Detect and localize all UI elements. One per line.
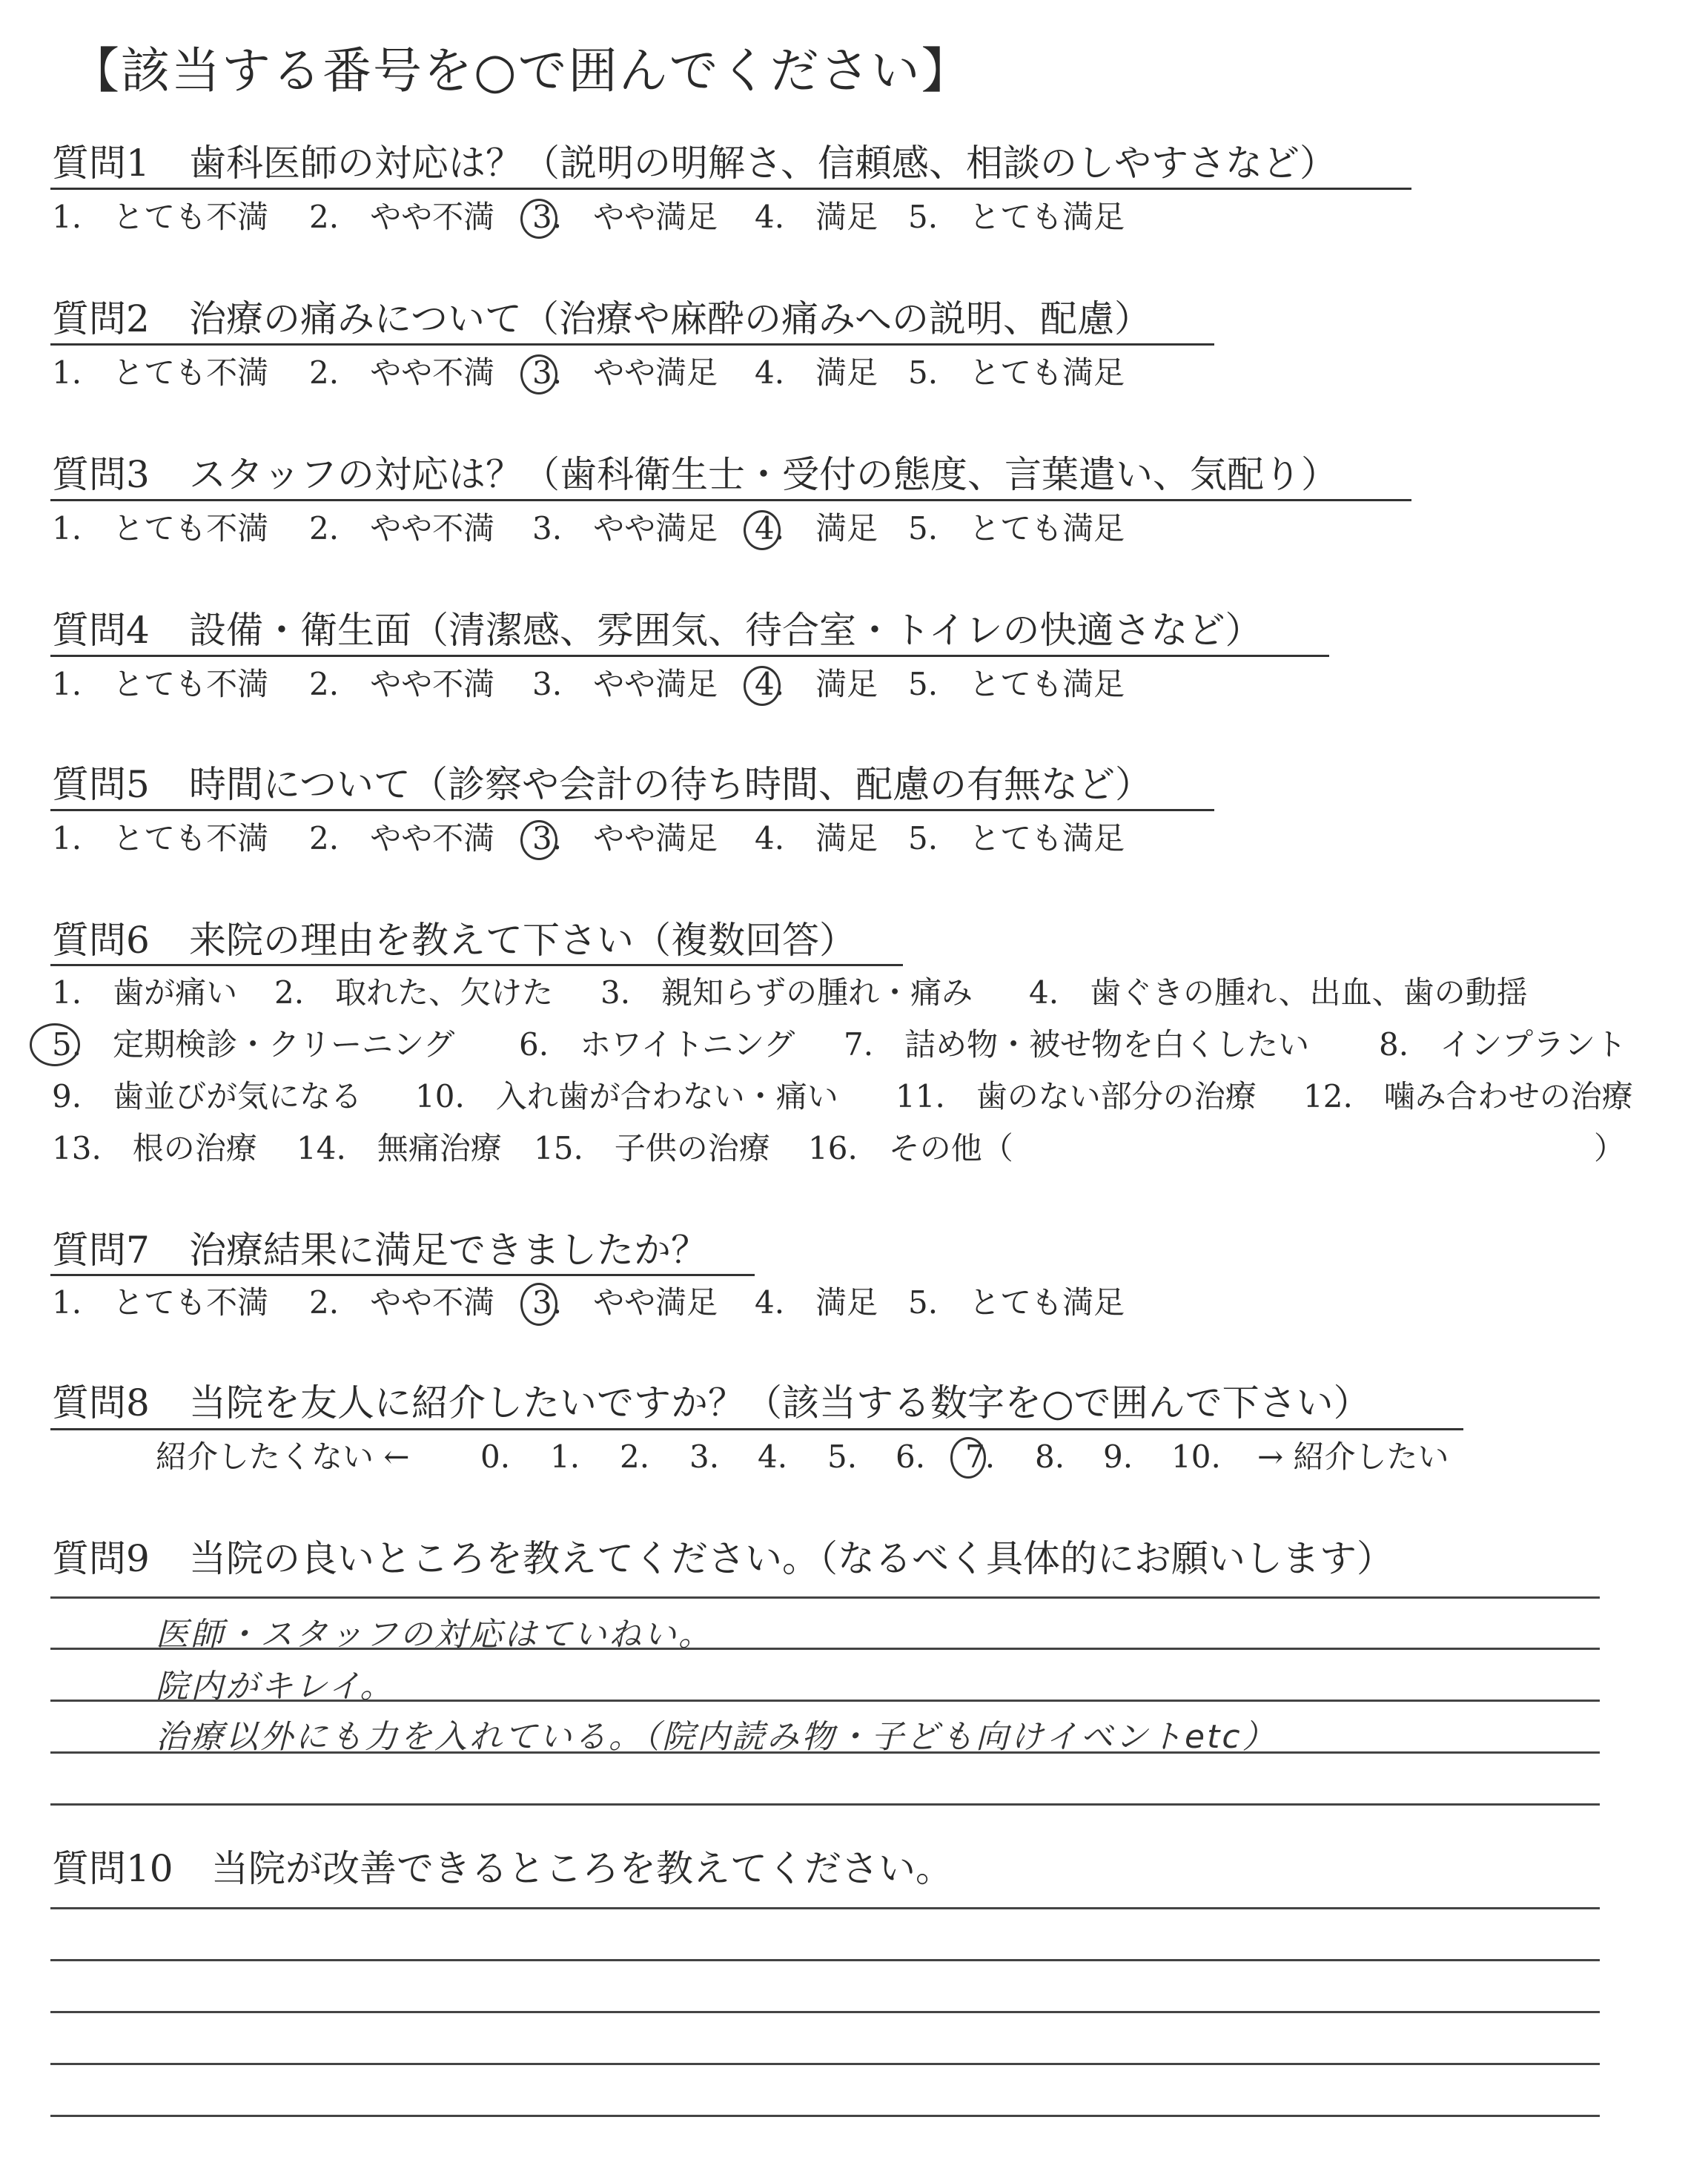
option-4[interactable]: 4. 満足	[755, 1284, 878, 1321]
scale-label-left: 紹介したくない ←	[156, 1439, 410, 1475]
selection-circle	[744, 666, 781, 706]
scale-option-9[interactable]: 9.	[1103, 1439, 1133, 1475]
option-4[interactable]: 4. 満足	[755, 354, 878, 391]
reason-option[interactable]: 8. インプラント	[1379, 1026, 1627, 1063]
option-5[interactable]: 5. とても満足	[908, 820, 1125, 856]
question-text: 当院の良いところを教えてください。（なるべく具体的にお願いします）	[189, 1537, 1394, 1580]
option-2[interactable]: 2. やや不満	[309, 510, 495, 546]
reason-option[interactable]: 13. 根の治療	[52, 1130, 257, 1166]
handwritten-answer: 医師・スタッフの対応はていねい。	[156, 1616, 713, 1654]
question-number: 質問3	[52, 453, 150, 496]
question-4	[52, 608, 1262, 653]
question-number: 質問8	[52, 1381, 150, 1424]
scale-option-6[interactable]: 6.	[896, 1439, 926, 1475]
selection-circle	[520, 1283, 557, 1326]
reason-option[interactable]: 6. ホワイトニング	[519, 1026, 795, 1063]
answer-line	[50, 1803, 1600, 1806]
reason-option[interactable]: 11. 歯のない部分の治療	[896, 1078, 1257, 1114]
handwritten-answer: 治療以外にも力を入れている。（院内読み物・子ども向けイベントetc）	[156, 1718, 1277, 1756]
question-3	[52, 452, 1338, 497]
reason-option[interactable]: 9. 歯並びが気になる	[52, 1078, 363, 1114]
selection-circle	[30, 1023, 80, 1066]
question-underline	[50, 343, 1214, 346]
option-3[interactable]: 3. やや満足	[532, 354, 718, 391]
option-4[interactable]: 4. 満足	[755, 199, 878, 235]
scale-option-8[interactable]: 8.	[1035, 1439, 1065, 1475]
answer-line	[50, 1700, 1600, 1702]
question-9	[52, 1536, 1394, 1581]
question-number: 質問2	[52, 297, 150, 340]
question-underline	[50, 1274, 755, 1276]
selection-circle	[520, 820, 557, 860]
reason-option[interactable]: 12. 噛み合わせの治療	[1303, 1078, 1633, 1114]
selection-circle	[520, 354, 557, 394]
answer-line	[50, 2115, 1600, 2117]
question-text: 時間について（診察や会計の待ち時間、配慮の有無など）	[189, 763, 1152, 806]
question-number: 質問6	[52, 919, 150, 962]
option-3[interactable]: 3. やや満足	[532, 666, 718, 702]
selection-circle	[950, 1437, 986, 1479]
reason-option[interactable]: 5. 定期検診・クリーニング	[52, 1026, 455, 1063]
option-2[interactable]: 2. やや不満	[309, 666, 495, 702]
answer-line	[50, 2011, 1600, 2013]
question-text: 歯科医師の対応は？（説明の明解さ、信頼感、相談のしやすさなど）	[189, 142, 1337, 185]
option-3[interactable]: 3. やや満足	[532, 1284, 718, 1321]
question-5	[52, 762, 1152, 807]
question-underline	[50, 964, 903, 966]
option-5[interactable]: 5. とても満足	[908, 510, 1125, 546]
scale-option-10[interactable]: 10.	[1171, 1439, 1221, 1475]
other-close-paren: ）	[1594, 1130, 1626, 1166]
option-3[interactable]: 3. やや満足	[532, 199, 718, 235]
question-underline	[50, 499, 1411, 501]
question-10	[52, 1846, 953, 1891]
option-2[interactable]: 2. やや不満	[309, 1284, 495, 1321]
option-4[interactable]: 4. 満足	[755, 510, 878, 546]
reason-option[interactable]: 7. 詰め物・被せ物を白くしたい	[844, 1026, 1310, 1063]
scale-option-7[interactable]: 7.	[965, 1439, 996, 1475]
reason-option[interactable]: 15. 子供の治療	[534, 1130, 770, 1166]
question-underline	[50, 188, 1411, 190]
scale-option-0[interactable]: 0.	[480, 1439, 511, 1475]
option-5[interactable]: 5. とても満足	[908, 199, 1125, 235]
question-text: スタッフの対応は？（歯科衛生士・受付の態度、言葉遣い、気配り）	[189, 453, 1338, 496]
reason-option[interactable]: 10. 入れ歯が合わない・痛い	[415, 1078, 838, 1114]
question-7	[52, 1228, 708, 1272]
option-1[interactable]: 1. とても不満	[52, 1284, 269, 1321]
question-underline	[50, 1428, 1463, 1430]
selection-circle	[744, 510, 781, 550]
scale-option-4[interactable]: 4.	[758, 1439, 788, 1475]
option-5[interactable]: 5. とても満足	[908, 1284, 1125, 1321]
option-2[interactable]: 2. やや不満	[309, 820, 495, 856]
answer-line	[50, 1648, 1600, 1650]
option-3[interactable]: 3. やや満足	[532, 820, 718, 856]
scale-option-3[interactable]: 3.	[689, 1439, 720, 1475]
scale-option-5[interactable]: 5.	[827, 1439, 858, 1475]
selection-circle	[520, 199, 557, 239]
question-text: 治療結果に満足できましたか？	[189, 1229, 708, 1272]
option-5[interactable]: 5. とても満足	[908, 666, 1125, 702]
answer-line	[50, 1907, 1600, 1909]
option-3[interactable]: 3. やや満足	[532, 510, 718, 546]
question-number: 質問4	[52, 609, 150, 652]
reason-option[interactable]: 2. 取れた、欠けた	[274, 974, 554, 1011]
question-2	[52, 297, 1151, 341]
option-2[interactable]: 2. やや不満	[309, 199, 495, 235]
option-2[interactable]: 2. やや不満	[309, 354, 495, 391]
reason-option[interactable]: 14. 無痛治療	[297, 1130, 502, 1166]
option-1[interactable]: 1. とても不満	[52, 820, 269, 856]
answer-line	[50, 1959, 1600, 1961]
option-5[interactable]: 5. とても満足	[908, 354, 1125, 391]
option-1[interactable]: 1. とても不満	[52, 199, 269, 235]
question-number: 質問10	[52, 1847, 173, 1890]
option-1[interactable]: 1. とても不満	[52, 354, 269, 391]
question-underline	[50, 655, 1329, 657]
question-text: 治療の痛みについて（治療や麻酔の痛みへの説明、配慮）	[189, 297, 1151, 340]
reason-option[interactable]: 4. 歯ぐきの腫れ、出血、歯の動揺	[1029, 974, 1528, 1011]
question-text: 来院の理由を教えて下さい（複数回答）	[189, 919, 856, 962]
question-number: 質問5	[52, 763, 150, 806]
scale-option-1[interactable]: 1.	[550, 1439, 580, 1475]
scale-option-2[interactable]: 2.	[620, 1439, 650, 1475]
question-number: 質問7	[52, 1229, 150, 1272]
question-number: 質問9	[52, 1537, 150, 1580]
question-text: 当院を友人に紹介したいですか？（該当する数字を○で囲んで下さい）	[189, 1381, 1371, 1424]
reason-option[interactable]: 1. 歯が痛い	[52, 974, 238, 1011]
answer-line	[50, 1596, 1600, 1599]
option-1[interactable]: 1. とても不満	[52, 510, 269, 546]
scale-label-right: → 紹介したい	[1257, 1439, 1449, 1475]
question-8	[52, 1381, 1371, 1425]
answer-line	[50, 2063, 1600, 2065]
reason-option[interactable]: 3. 親知らずの腫れ・痛み	[600, 974, 973, 1011]
reason-option-other[interactable]: 16. その他（	[808, 1130, 1013, 1166]
answer-line	[50, 1751, 1600, 1754]
question-text: 当院が改善できるところを教えてください。	[211, 1847, 953, 1890]
question-6	[52, 918, 856, 962]
page-title: 【該当する番号を○で囲んでください】	[70, 42, 972, 99]
option-1[interactable]: 1. とても不満	[52, 666, 269, 702]
question-1	[52, 141, 1337, 185]
question-text: 設備・衛生面（清潔感、雰囲気、待合室・トイレの快適さなど）	[189, 609, 1262, 652]
option-4[interactable]: 4. 満足	[755, 820, 878, 856]
option-4[interactable]: 4. 満足	[755, 666, 878, 702]
question-number: 質問1	[52, 142, 150, 185]
question-underline	[50, 809, 1214, 811]
handwritten-answer: 院内がキレイ。	[156, 1668, 395, 1705]
